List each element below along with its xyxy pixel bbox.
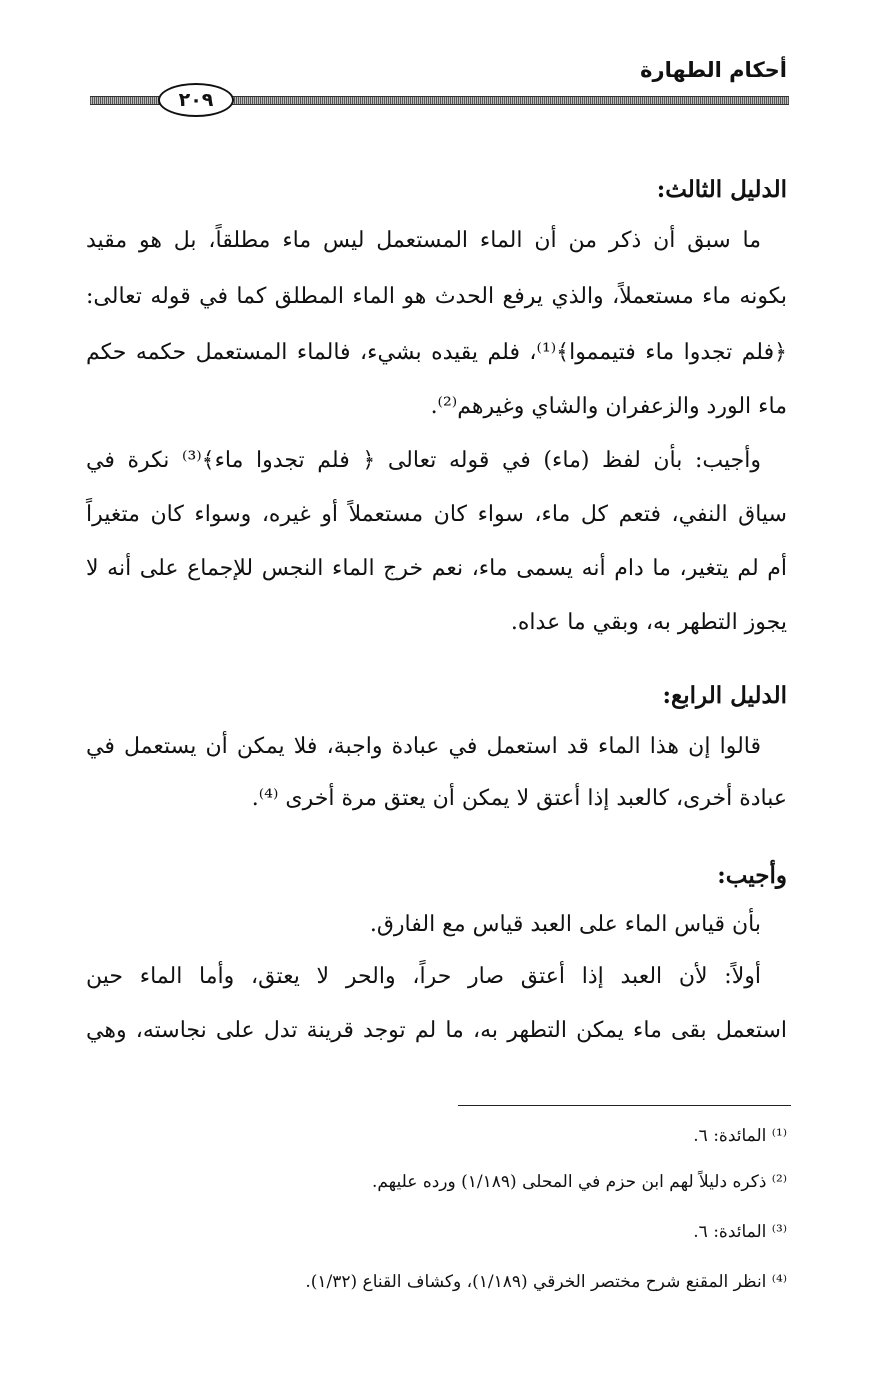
section3-heading: الدليل الثالث: xyxy=(656,176,787,203)
paragraph-line: يجوز التطهر به، وبقي ما عداه. xyxy=(510,610,787,635)
paragraph-line: ماء الورد والزعفران والشاي وغيرهم⁽²⁾. xyxy=(430,394,787,419)
footnote: ⁽²⁾ ذكره دليلاً لهم ابن حزم في المحلى (١/١٨٩) ورده عليهم. xyxy=(371,1172,787,1192)
section4-heading: الدليل الرابع: xyxy=(662,682,787,709)
paragraph-line: أولاً: لأن العبد إذا أعتق صار حراً، والحر لا يعتق، وأما الماء حين xyxy=(86,964,761,989)
paragraph-line: بكونه ماء مستعملاً، والذي يرفع الحدث هو الماء المطلق كما في قوله تعالى: xyxy=(86,284,787,309)
paragraph-line: قالوا إن هذا الماء قد استعمل في عبادة واجبة، فلا يمكن أن يستعمل في xyxy=(86,734,761,759)
footnote: ⁽¹⁾ المائدة: ٦. xyxy=(693,1126,787,1146)
footnote: ⁽³⁾ المائدة: ٦. xyxy=(693,1222,787,1242)
paragraph-line: ﴿فلم تجدوا ماء فتيمموا﴾⁽¹⁾، فلم يقيده بشيء، فالماء المستعمل حكمه حكم xyxy=(86,340,787,365)
paragraph-line: سياق النفي، فتعم كل ماء، سواء كان مستعملاً أو غيره، وسواء كان متغيراً xyxy=(86,502,787,527)
paragraph-line: ما سبق أن ذكر من أن الماء المستعمل ليس ماء مطلقاً، بل هو مقيد xyxy=(86,228,761,253)
running-title: أحكام الطهارة xyxy=(640,58,787,82)
footnote: ⁽⁴⁾ انظر المقنع شرح مختصر الخرقي (١/١٨٩)، وكشاف القناع (١/٣٢). xyxy=(305,1272,787,1292)
paragraph-line: وأجيب: بأن لفظ (ماء) في قوله تعالى ﴿ فلم تجدوا ماء﴾⁽³⁾ نكرة في xyxy=(86,448,761,473)
paragraph-line: عبادة أخرى، كالعبد إذا أعتق لا يمكن أن يعتق مرة أخرى ⁽⁴⁾. xyxy=(251,786,787,811)
answer2-heading: وأجيب: xyxy=(717,862,787,889)
paragraph-line: أم لم يتغير، ما دام أنه يسمى ماء، نعم خرج الماء النجس للإجماع على أنه لا xyxy=(86,556,787,581)
footnote-rule xyxy=(458,1105,791,1106)
paragraph-line: استعمل بقى ماء يمكن التطهر به، ما لم توجد قرينة تدل على نجاسته، وهي xyxy=(86,1018,787,1043)
paragraph-line: بأن قياس الماء على العبد قياس مع الفارق. xyxy=(369,912,761,937)
page-number: ٢٠٩ xyxy=(158,83,234,117)
